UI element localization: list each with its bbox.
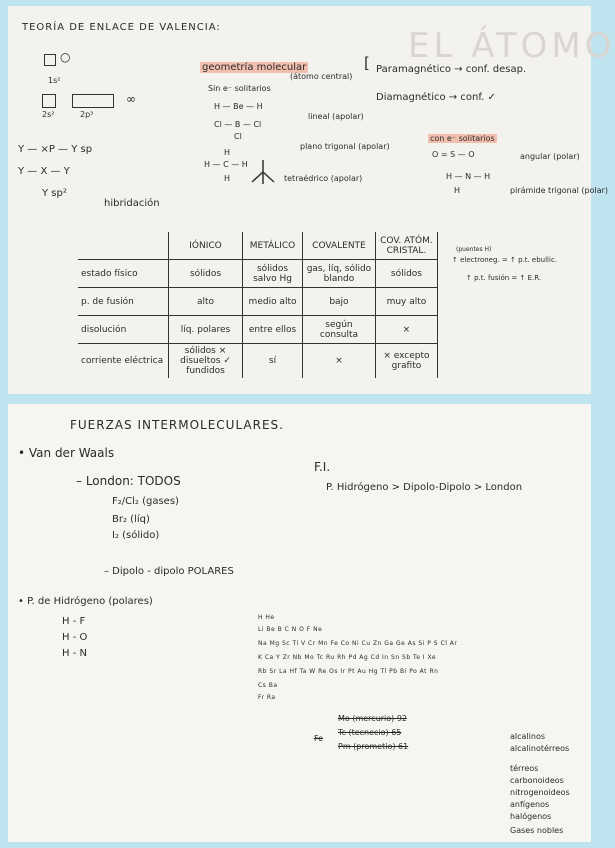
notes-page-intermolecular	[8, 404, 591, 842]
table-header-cell: COV. ATÓM. CRISTAL.	[375, 232, 437, 260]
group-name: Gases nobles	[510, 826, 564, 835]
hbond-pair: H - F	[62, 616, 86, 627]
periodic-row: Na Mg Sc Ti V Cr Mn Fe Co Ni Cu Zn Ga Ge As Si P S Cl Ar	[258, 640, 458, 647]
molecule-linear: H — Be — H	[214, 102, 263, 111]
table-cell: medio alto	[243, 288, 303, 316]
london-heading: – London: TODOS	[76, 474, 181, 488]
hbond-pair: H - O	[62, 632, 88, 643]
geometry-note: (átomo central)	[290, 72, 353, 81]
table-row	[78, 260, 438, 288]
table-cell: según consulta	[303, 316, 376, 344]
paramagnetic-note: Paramagnético → conf. desap.	[376, 64, 527, 75]
table-cell: gas, líq, sólido blando	[303, 260, 376, 288]
table-cell: sólidos	[169, 260, 243, 288]
group-name: carbonoideos	[510, 776, 564, 785]
table-row	[78, 316, 438, 344]
london-example: I₂ (sólido)	[112, 530, 160, 541]
row-label: estado físico	[78, 260, 169, 288]
circle-icon: ○	[60, 50, 71, 64]
orbital-label: 1s²	[48, 76, 61, 85]
orbital-box-triple	[72, 94, 114, 108]
struck-note: Tc (tecnecio) 65	[338, 728, 402, 737]
table-cell: bajo	[303, 288, 376, 316]
struck-note: Fe	[314, 734, 324, 743]
orbital-box	[44, 54, 56, 66]
table-cell: muy alto	[375, 288, 437, 316]
side-note: (puentes H)	[456, 246, 492, 253]
london-example: Br₂ (líq)	[112, 514, 150, 525]
orbital-label: 2p³	[80, 110, 94, 119]
table-header-cell: IÓNICO	[169, 232, 243, 260]
hbond-pair: H - N	[62, 648, 87, 659]
tetrahedral-shape-icon	[248, 156, 278, 186]
table-cell: ×	[375, 316, 437, 344]
molecule-pyramid-sub: H	[454, 186, 461, 195]
group-name: alcalinos	[510, 732, 546, 741]
table-cell: sólidos salvo Hg	[243, 260, 303, 288]
group-name: alcalinotérreos	[510, 744, 570, 753]
table-cell: alto	[169, 288, 243, 316]
molecule-linear-label: lineal (apolar)	[308, 112, 364, 121]
table-cell: entre ellos	[243, 316, 303, 344]
molecule-tetra-bot: H	[224, 174, 231, 183]
dipole-heading: – Dipolo - dipolo POLARES	[104, 566, 234, 577]
table-cell: × excepto grafito	[375, 344, 437, 379]
periodic-row: Fr Ra	[258, 694, 276, 701]
hybrid-label: hibridación	[104, 198, 160, 209]
periodic-row: H He	[258, 614, 275, 621]
periodic-row: Rb Sr La Hf Ta W Re Os Ir Pt Au Hg Tl Pb Bi Po At Rn	[258, 668, 439, 675]
side-note: ↑ p.t. fusión = ↑ E.R.	[466, 274, 542, 282]
struck-note: Pm (prometio) 61	[338, 742, 409, 751]
group-name: halógenos	[510, 812, 552, 821]
fi-title: F.I.	[314, 460, 331, 474]
table-header-cell: COVALENTE	[303, 232, 376, 260]
hybrid-line: Y sp²	[42, 188, 67, 199]
table-row	[78, 344, 438, 379]
page-title: FUERZAS INTERMOLECULARES.	[70, 418, 284, 432]
table-cell: líq. polares	[169, 316, 243, 344]
orbital-label: 2s²	[42, 110, 55, 119]
struck-note: Mo (mercurio) 92	[338, 714, 408, 723]
table-header-cell: METÁLICO	[243, 232, 303, 260]
vdw-heading: • Van der Waals	[18, 446, 115, 460]
periodic-row: Li Be B C N O F Ne	[258, 626, 323, 633]
hybrid-line: Y — X — Y	[18, 166, 70, 177]
no-lone-pairs-label: Sin e⁻ solitarios	[208, 84, 271, 93]
row-label: disolución	[78, 316, 169, 344]
molecule-trigonal-sub: Cl	[234, 132, 242, 141]
table-header-row	[78, 232, 438, 260]
table-cell: sí	[243, 344, 303, 379]
row-label: corriente eléctrica	[78, 344, 169, 379]
group-name: nitrogenoideos	[510, 788, 570, 797]
molecule-tetra-label: tetraédrico (apolar)	[284, 174, 363, 183]
side-note: ↑ electroneg. = ↑ p.t. ebullic.	[452, 256, 558, 264]
london-example: F₂/Cl₂ (gases)	[112, 496, 179, 507]
molecule-trigonal: Cl — B — Cl	[214, 120, 262, 129]
periodic-row: K Ca Y Zr Nb Mo Tc Ru Rh Pd Ag Cd In Sn Sb Te I Xe	[258, 654, 437, 661]
molecule-pyramid: H — N — H	[446, 172, 491, 181]
hbond-heading: • P. de Hidrógeno (polares)	[18, 596, 153, 607]
diamagnetic-note: Diamagnético → conf. ✓	[376, 92, 496, 103]
bond-types-table	[78, 232, 438, 378]
hybrid-line: Y — ×P — Y sp	[18, 144, 93, 155]
geometry-title: geometría molecular	[202, 62, 307, 73]
watermark-text: EL ÁTOMO	[408, 26, 615, 66]
molecule-trigonal-label: plano trigonal (apolar)	[300, 142, 390, 151]
molecule-angular: O = S — O	[432, 150, 475, 159]
row-label: p. de fusión	[78, 288, 169, 316]
orbital-box	[42, 94, 56, 108]
notes-page-valence	[8, 6, 615, 394]
molecule-tetra-mid: H — C — H	[204, 160, 248, 169]
periodic-row: Cs Ba	[258, 682, 278, 689]
lone-pairs-label: con e⁻ solitarios	[430, 134, 495, 143]
group-name: anfígenos	[510, 800, 550, 809]
group-name: térreos	[510, 764, 539, 773]
bracket-icon: [	[364, 54, 370, 72]
molecule-tetra-top: H	[224, 148, 231, 157]
table-cell: sólidos × disueltos ✓ fundidos	[169, 344, 243, 379]
page-title: TEORÍA DE ENLACE DE VALENCIA:	[22, 22, 221, 33]
molecule-pyramid-label: pirámide trigonal (polar)	[510, 186, 609, 195]
table-cell: ×	[303, 344, 376, 379]
fi-order: P. Hidrógeno > Dipolo-Dipolo > London	[326, 482, 523, 493]
molecule-angular-label: angular (polar)	[520, 152, 580, 161]
table-row	[78, 288, 438, 316]
table-cell: sólidos	[375, 260, 437, 288]
infinity-icon: ∞	[126, 92, 136, 106]
